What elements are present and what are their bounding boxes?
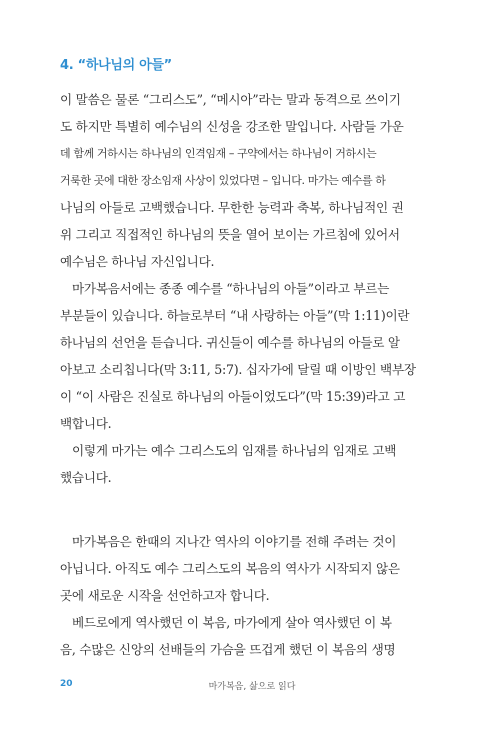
text-line: 이렇게 마가는 예수 그리스도의 임재를 하나님의 임재로 고백	[72, 443, 397, 458]
page-number: 20	[60, 679, 73, 689]
text-line: 아닙니다. 아직도 예수 그리스도의 복음의 역사가 시작되지 않은	[60, 561, 400, 576]
text-line: 마가복음서에는 종종 예수를 “하나님의 아들”이라고 부르는	[72, 281, 390, 296]
text-line: 부분들이 있습니다. 하늘로부터 “내 사랑하는 아들”(막 1:11)이란	[60, 308, 410, 323]
running-title: 마가복음, 삶으로 읽다	[208, 682, 296, 692]
text-line: 나님의 아들로 고백했습니다. 무한한 능력과 축복, 하나님적인 권	[60, 200, 404, 215]
text-line: 아보고 소리칩니다(막 3:11, 5:7). 십자가에 달릴 때 이방인 백부장	[60, 362, 416, 377]
text-line: 이 말씀은 물론 “그리스도”, “메시아”라는 말과 동격으로 쓰이기	[60, 92, 401, 107]
text-line: 백합니다.	[60, 416, 112, 431]
body-text	[60, 86, 444, 663]
text-line: 했습니다.	[60, 470, 112, 485]
text-line: 하나님의 선언을 듣습니다. 귀신들이 예수를 하나님의 아들로 알	[60, 335, 400, 350]
section-heading: 4. “하나님의 아들”	[60, 58, 172, 73]
paragraph-gap	[60, 491, 444, 528]
text-line: 음, 수많은 신앙의 선배들의 가슴을 뜨겁게 했던 이 복음의 생명	[60, 642, 396, 657]
text-line: 이 “이 사람은 진실로 하나님의 아들이었도다”(막 15:39)라고 고	[60, 389, 406, 404]
text-line: 마가복음은 한때의 지나간 역사의 이야기를 전해 주려는 것이	[72, 534, 397, 549]
text-line: 위 그리고 직접적인 하나님의 뜻을 열어 보이는 가르침에 있어서	[60, 227, 400, 242]
text-line: 곳에 새로운 시작을 선언하고자 합니다.	[60, 588, 270, 603]
text-line: 예수님은 하나님 자신입니다.	[60, 254, 215, 269]
text-line: 베드로에게 역사했던 이 복음, 마가에게 살아 역사했던 이 복	[72, 615, 392, 630]
text-line: 데 함께 거하시는 하나님의 인격임재 – 구약에서는 하나님이 거하시는	[60, 147, 377, 160]
text-line: 도 하지만 특별히 예수님의 신성을 강조한 말입니다. 사람들 가운	[60, 119, 404, 134]
text-line: 거룩한 곳에 대한 장소임재 사상이 있었다면 – 입니다. 마가는 예수를 하	[60, 174, 386, 187]
